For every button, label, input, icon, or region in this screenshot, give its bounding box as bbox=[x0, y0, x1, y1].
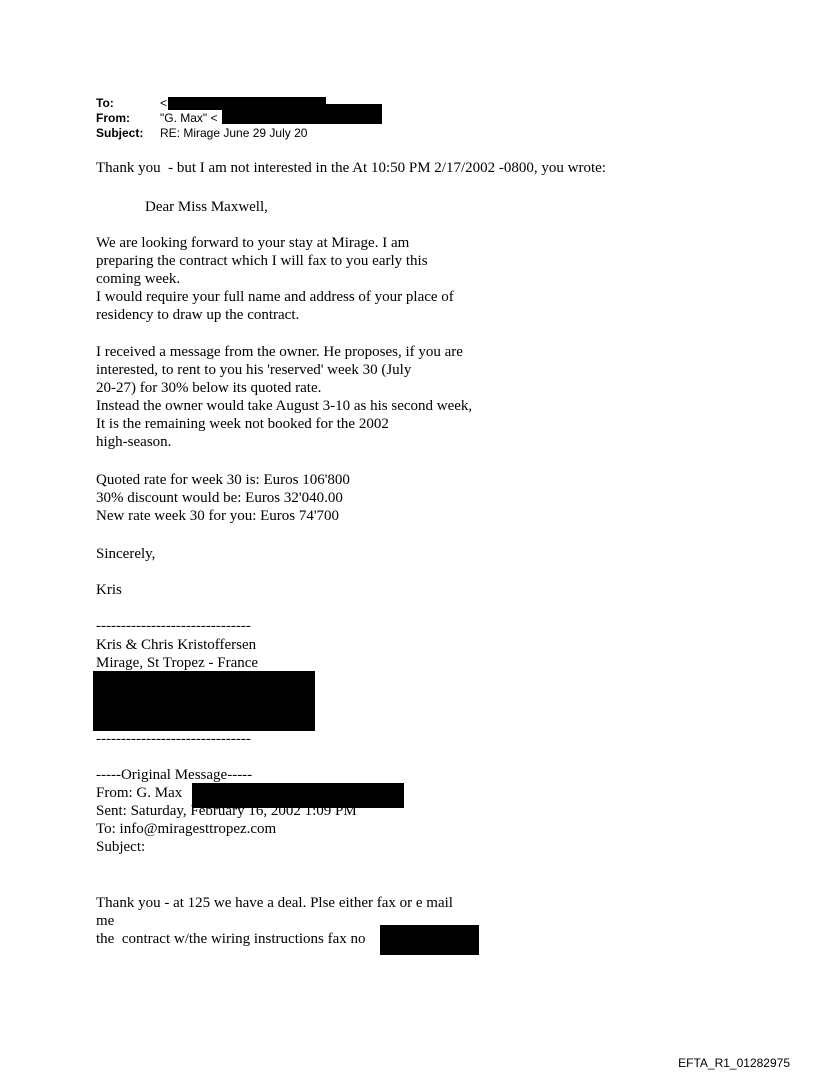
to-label: To: bbox=[96, 96, 114, 110]
paragraph-line: I received a message from the owner. He proposes, if you are bbox=[96, 344, 463, 360]
redaction-box bbox=[222, 104, 382, 124]
document-id: EFTA_R1_01282975 bbox=[678, 1056, 790, 1070]
original-heading: -----Original Message----- bbox=[96, 767, 253, 783]
paragraph-line: I would require your full name and address of your place of bbox=[96, 289, 454, 305]
from-value: "G. Max" < bbox=[160, 111, 218, 125]
rate-line: Quoted rate for week 30 is: Euros 106'800 bbox=[96, 472, 350, 488]
original-from: From: G. Max bbox=[96, 785, 183, 801]
signature-name: Kris & Chris Kristoffersen bbox=[96, 637, 257, 653]
original-to: To: info@miragesttropez.com bbox=[96, 821, 277, 837]
rate-line: 30% discount would be: Euros 32'040.00 bbox=[96, 490, 343, 506]
paragraph-line: coming week. bbox=[96, 271, 181, 287]
greeting: Dear Miss Maxwell, bbox=[145, 199, 268, 215]
paragraph-line: preparing the contract which I will fax to you early this bbox=[96, 253, 428, 269]
original-body-line: me bbox=[96, 913, 115, 929]
paragraph-line: interested, to rent to you his 'reserved' week 30 (July bbox=[96, 362, 412, 378]
paragraph-line: Instead the owner would take August 3-10 as his second week, bbox=[96, 398, 473, 414]
from-label: From: bbox=[96, 111, 130, 125]
original-body-line: Thank you - at 125 we have a deal. Plse either fax or e mail bbox=[96, 895, 453, 911]
subject-label: Subject: bbox=[96, 126, 144, 140]
original-sent: Sent: Saturday, February 16, 2002 1:09 PM bbox=[96, 803, 357, 819]
redaction-box bbox=[93, 671, 315, 731]
original-subject: Subject: bbox=[96, 839, 146, 855]
signature-place: Mirage, St Tropez - France bbox=[96, 655, 259, 671]
paragraph-line: high-season. bbox=[96, 434, 172, 450]
signature-divider: ------------------------------- bbox=[96, 618, 251, 634]
paragraph-line: We are looking forward to your stay at Mirage. I am bbox=[96, 235, 410, 251]
redaction-box bbox=[380, 925, 479, 955]
paragraph-line: residency to draw up the contract. bbox=[96, 307, 300, 323]
subject-value: RE: Mirage June 29 July 20 bbox=[160, 126, 308, 140]
paragraph-line: It is the remaining week not booked for the 2002 bbox=[96, 416, 389, 432]
subject-row bbox=[96, 126, 307, 141]
rate-line: New rate week 30 for you: Euros 74'700 bbox=[96, 508, 340, 524]
original-body-line: the contract w/the wiring instructions fax no bbox=[96, 931, 366, 947]
signer-name: Kris bbox=[96, 582, 122, 598]
to-value: < bbox=[160, 96, 168, 110]
closing: Sincerely, bbox=[96, 546, 156, 562]
signature-divider: ------------------------------- bbox=[96, 731, 251, 747]
paragraph-line: 20-27) for 30% below its quoted rate. bbox=[96, 380, 322, 396]
reply-line: Thank you - but I am not interested in the At 10:50 PM 2/17/2002 -0800, you wrote: bbox=[96, 160, 606, 176]
